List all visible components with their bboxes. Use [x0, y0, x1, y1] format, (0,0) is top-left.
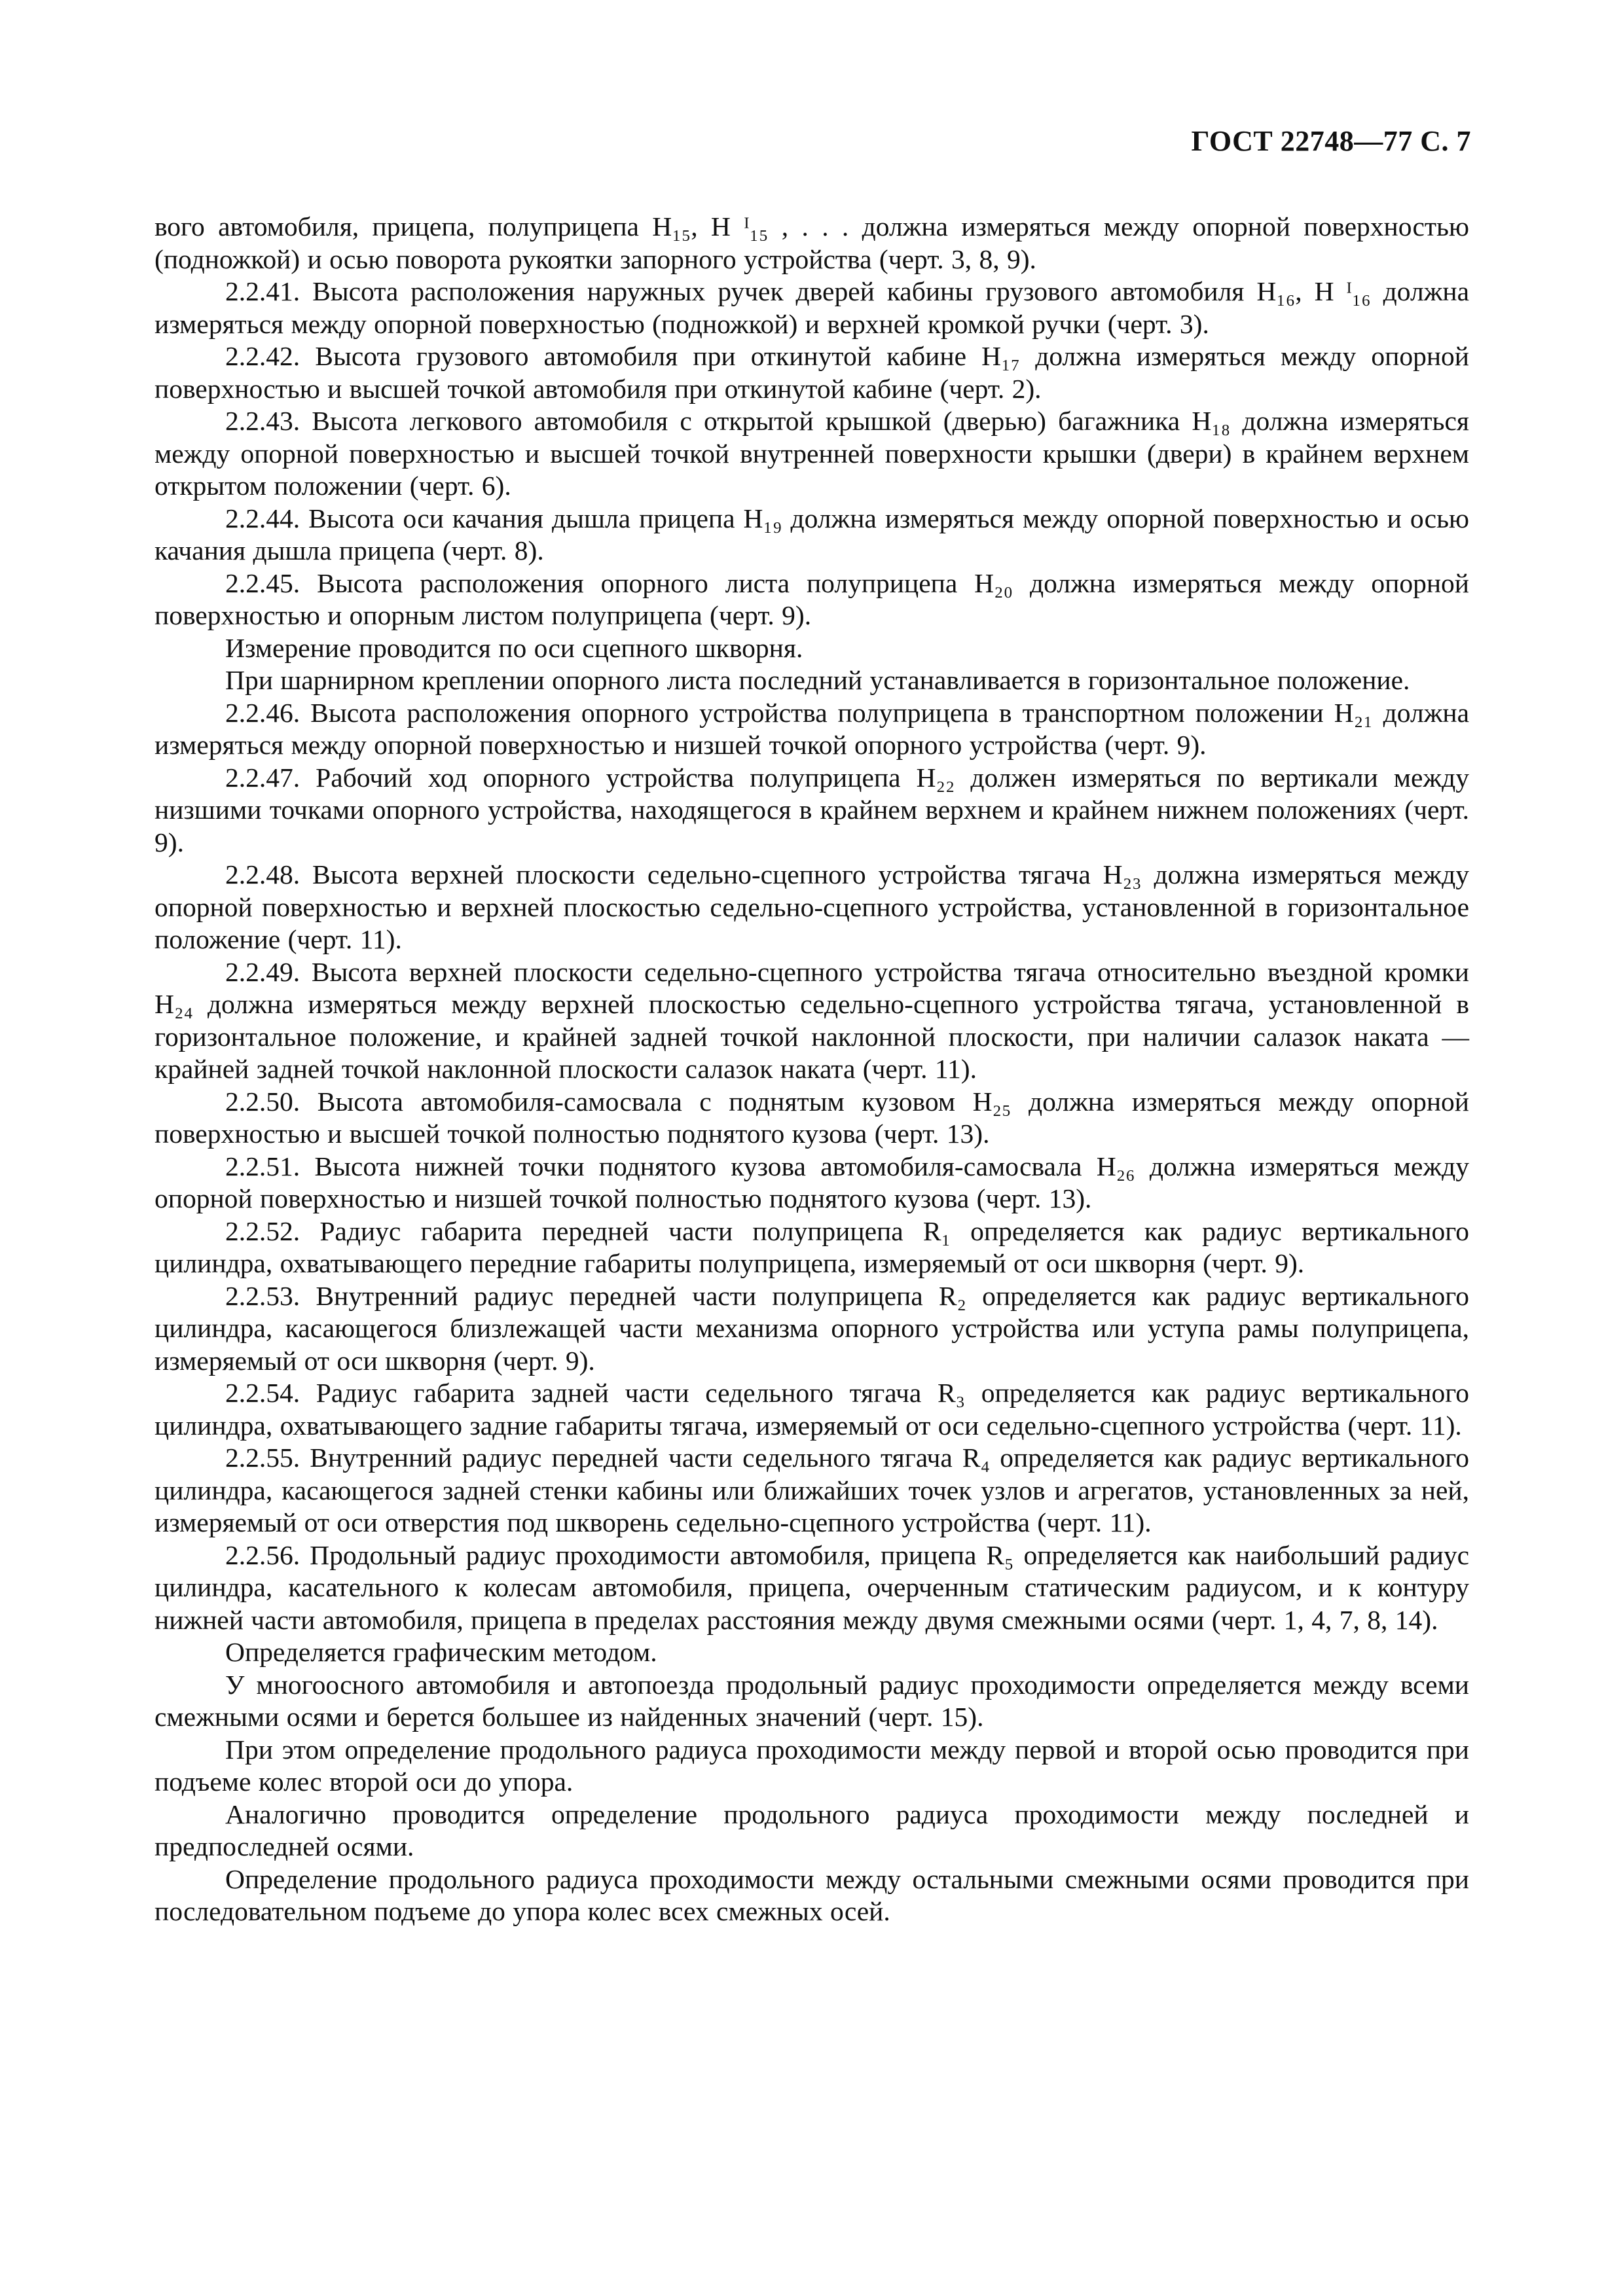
paragraph: 2.2.46. Высота расположения опорного устройства полуприцепа в транспортном положении H₂₁ должна измеряться между опорной поверхностью и низшей точкой опорного устройства (черт. 9). [155, 697, 1469, 760]
paragraph: 2.2.51. Высота нижней точки поднятого кузова автомобиля-самосвала H₂₆ должна измеряться между опорной поверхностью и низшей точкой полностью поднятого кузова (черт. 13). [155, 1151, 1469, 1213]
paragraph: 2.2.54. Радиус габарита задней части седельного тягача R₃ определяется как радиус вертикального цилиндра, охватывающего задние габариты тягача, измеряемый от оси седельно-сцепного устройства (черт. 11). [155, 1378, 1469, 1441]
page-header: ГОСТ 22748—77 С. 7 [1191, 125, 1471, 157]
paragraph: 2.2.41. Высота расположения наружных ручек дверей кабины грузового автомобиля H₁₆, H ᴵ₁₆ должна измеряться между опорной поверхностью (подножкой) и верхней кромкой ручки (черт. 3). [155, 276, 1469, 339]
paragraph: Определяется графическим методом. [225, 1637, 657, 1667]
paragraph: 2.2.50. Высота автомобиля-самосвала с поднятым кузовом H₂₅ должна измеряться между опорной поверхностью и высшей точкой полностью поднятого кузова (черт. 13). [155, 1086, 1469, 1149]
paragraph: Измерение проводится по оси сцепного шкворня. [225, 632, 803, 663]
paragraph: При шарнирном креплении опорного листа последний устанавливается в горизонтальное положение. [225, 665, 1410, 695]
paragraph: У многоосного автомобиля и автопоезда продольный радиус проходимости определяется между всеми смежными осями и берется большее из найденных значений (черт. 15). [155, 1669, 1469, 1732]
paragraph: 2.2.45. Высота расположения опорного листа полуприцепа H₂₀ должна измеряться между опорной поверхностью и опорным листом полуприцепа (черт. 9). [155, 567, 1469, 630]
paragraph: вого автомобиля, прицепа, полуприцепа H₁₅, H ᴵ₁₅ , . . . должна измеряться между опорной поверхностью (подножкой) и осью поворота рукоятки запорного устройства (черт. 3, 8, 9). [155, 211, 1469, 274]
paragraph: 2.2.47. Рабочий ход опорного устройства полуприцепа H₂₂ должен измеряться по вертикали между низшими точками опорного устройства, находящегося в крайнем верхнем и крайнем нижнем положениях (черт. 9). [155, 762, 1469, 857]
paragraph: 2.2.43. Высота легкового автомобиля с открытой крышкой (дверью) багажника H₁₈ должна измеряться между опорной поверхностью и высшей точкой внутренней поверхности крышки (двери) в крайнем верхнем открытом положении (черт. 6). [155, 406, 1469, 501]
paragraph: 2.2.44. Высота оси качания дышла прицепа H₁₉ должна измеряться между опорной поверхностью и осью качания дышла прицепа (черт. 8). [155, 503, 1469, 565]
paragraph: 2.2.42. Высота грузового автомобиля при откинутой кабине H₁₇ должна измеряться между опорной поверхностью и высшей точкой автомобиля при откинутой кабине (черт. 2). [155, 341, 1469, 404]
paragraph: 2.2.52. Радиус габарита передней части полуприцепа R₁ определяется как радиус вертикального цилиндра, охватывающего передние габариты полуприцепа, измеряемый от оси шкворня (черт. 9). [155, 1215, 1469, 1278]
document-body [155, 211, 1469, 1928]
paragraph: 2.2.56. Продольный радиус проходимости автомобиля, прицепа R₅ определяется как наибольший радиус цилиндра, касательного к колесам автомобиля, прицепа, очерченным статическим радиусом, и к контуру нижней части автомобиля, прицепа в пределах расстояния между двумя смежными осями (черт. 1, 4, 7, 8, 14). [155, 1539, 1469, 1635]
paragraph: 2.2.53. Внутренний радиус передней части полуприцепа R₂ определяется как радиус вертикального цилиндра, касающегося близлежащей части механизма опорного устройства или уступа рамы полуприцепа, измеряемый от оси шкворня (черт. 9). [155, 1280, 1469, 1376]
paragraph: 2.2.49. Высота верхней плоскости седельно-сцепного устройства тягача относительно въездной кромки H₂₄ должна измеряться между верхней плоскостью седельно-сцепного устройства тягача, установленной в горизонтальное положение, и крайней задней точкой наклонной плоскости, при наличии салазок наката — крайней задней точкой наклонной плоскости салазок наката (черт. 11). [155, 956, 1469, 1084]
paragraph: 2.2.48. Высота верхней плоскости седельно-сцепного устройства тягача H₂₃ должна измеряться между опорной поверхностью и верхней плоскостью седельно-сцепного устройства, установленной в горизонтальное положение (черт. 11). [155, 859, 1469, 954]
paragraph: При этом определение продольного радиуса проходимости между первой и второй осью проводится при подъеме колес второй оси до упора. [155, 1734, 1469, 1797]
paragraph: Определение продольного радиуса проходимости между остальными смежными осями проводится при последовательном подъеме до упора колес всех смежных осей. [155, 1863, 1469, 1926]
paragraph: 2.2.55. Внутренний радиус передней части седельного тягача R₄ определяется как радиус вертикального цилиндра, касающегося задней стенки кабины или ближайших точек узлов и агрегатов, установленных за ней, измеряемый от оси отверстия под шкворень седельно-сцепного устройства (черт. 11). [155, 1443, 1469, 1537]
paragraph: Аналогично проводится определение продольного радиуса проходимости между последней и предпоследней осями. [155, 1799, 1469, 1861]
